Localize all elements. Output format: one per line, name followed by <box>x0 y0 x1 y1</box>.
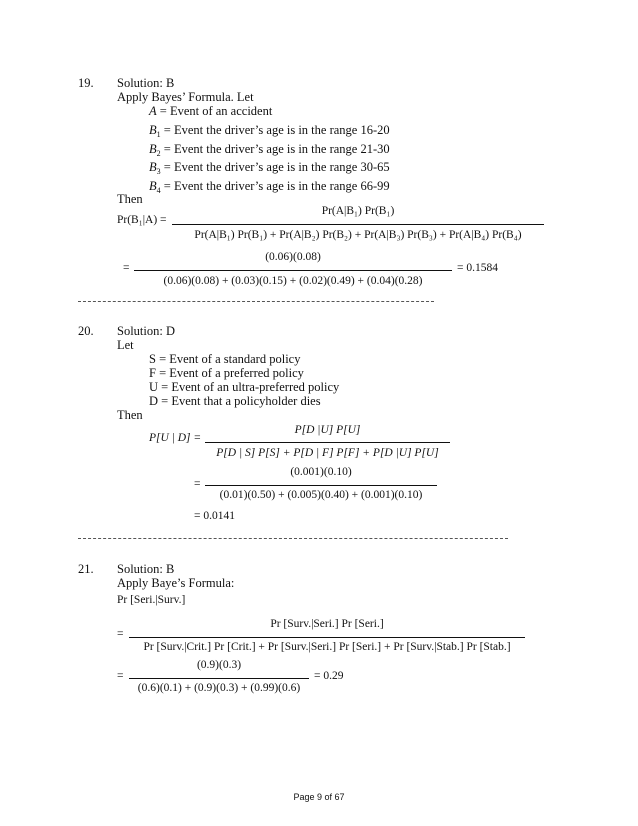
q20-intro: Let <box>117 338 134 352</box>
def-symbol: B <box>149 179 157 193</box>
def-symbol: B <box>149 123 157 137</box>
def-subscript: 4 <box>156 186 161 195</box>
def-subscript: 3 <box>156 167 161 176</box>
q20-number: 20. <box>78 324 94 338</box>
def-text: = Event the driver’s age is in the range 21-30 <box>160 142 390 156</box>
q20-result: = 0.0141 <box>194 510 235 522</box>
q19-def-b1 <box>149 123 390 139</box>
q20-eq2-prefix: = <box>194 478 201 490</box>
q20-solution: Solution: D <box>117 324 175 338</box>
q20-def-s: S = Event of a standard policy <box>149 352 301 366</box>
def-text: = Event the driver’s age is in the range 30-65 <box>160 160 390 174</box>
q19-eq2-bar <box>134 270 452 271</box>
q21-eq2-numerator: (0.9)(0.3) <box>196 659 242 671</box>
q21-fraction-bar <box>129 637 525 638</box>
q19-def-b2 <box>149 142 390 158</box>
q21-eq2-denominator: (0.6)(0.1) + (0.9)(0.3) + (0.99)(0.6) <box>137 682 301 694</box>
q19-eq2-numerator: (0.06)(0.08) <box>265 251 321 263</box>
q19-result: = 0.1584 <box>457 262 498 274</box>
q21-eq1-prefix: = <box>117 628 124 640</box>
q20-eq2-denominator: (0.01)(0.50) + (0.005)(0.40) + (0.001)(0.10) <box>219 489 423 501</box>
page-footer: Page 9 of 67 <box>293 792 345 802</box>
q21-eq2-prefix: = <box>117 670 124 682</box>
q20-numerator: P[D |U] P[U] <box>294 424 361 436</box>
q19-def-b4 <box>149 179 390 195</box>
q19-def-b3 <box>149 160 390 176</box>
q21-lhs: Pr [Seri.|Surv.] <box>117 594 186 606</box>
q20-denominator: P[D | S] P[S] + P[D | F] P[F] + P[D |U] P[U] <box>216 447 439 459</box>
q19-eq2-prefix: = <box>123 262 130 274</box>
q19-eq2-denominator: (0.06)(0.08) + (0.03)(0.15) + (0.02)(0.49) + (0.04)(0.28) <box>163 275 423 287</box>
q20-eq2-bar <box>205 485 437 486</box>
def-text: = Event of an accident <box>156 104 273 118</box>
def-subscript: 2 <box>156 149 161 158</box>
def-subscript: 1 <box>156 130 161 139</box>
def-symbol: B <box>149 160 157 174</box>
def-text: = Event the driver’s age is in the range 66-99 <box>160 179 390 193</box>
q21-intro: Apply Baye’s Formula: <box>117 576 235 590</box>
q21-eq2-bar <box>129 678 309 679</box>
def-symbol: B <box>149 142 157 156</box>
q20-lhs: P[U | D] = <box>149 432 202 444</box>
def-symbol: A <box>149 104 157 118</box>
q20-def-d: D = Event that a policyholder dies <box>149 394 321 408</box>
q19-then: Then <box>117 192 143 206</box>
q19-numerator: Pr(A|B₁) Pr(B₁) <box>321 205 395 217</box>
def-text: = Event the driver’s age is in the range 16-20 <box>160 123 390 137</box>
q20-then: Then <box>117 408 143 422</box>
section-divider <box>78 301 434 302</box>
q20-eq2-numerator: (0.001)(0.10) <box>290 466 352 478</box>
q19-intro: Apply Bayes’ Formula. Let <box>117 90 254 104</box>
q20-fraction-bar <box>205 442 450 443</box>
q21-number: 21. <box>78 562 94 576</box>
q21-numerator: Pr [Surv.|Seri.] Pr [Seri.] <box>270 618 384 630</box>
q19-number: 19. <box>78 76 94 90</box>
q19-denominator: Pr(A|B₁) Pr(B₁) + Pr(A|B₂) Pr(B₂) + Pr(A|B₃) Pr(B₃) + Pr(A|B₄) Pr(B₄) <box>194 229 522 241</box>
section-divider <box>78 538 508 539</box>
q19-fraction-bar <box>172 224 544 225</box>
q21-result: = 0.29 <box>314 670 344 682</box>
q20-def-f: F = Event of a preferred policy <box>149 366 304 380</box>
q20-def-u: U = Event of an ultra-preferred policy <box>149 380 340 394</box>
q19-def-a <box>149 104 272 119</box>
q19-lhs: Pr(B₁|A) = <box>117 214 167 226</box>
q19-solution: Solution: B <box>117 76 175 90</box>
q21-solution: Solution: B <box>117 562 175 576</box>
q21-denominator: Pr [Surv.|Crit.] Pr [Crit.] + Pr [Surv.|Seri.] Pr [Seri.] + Pr [Surv.|Stab.] Pr [Stab.] <box>143 641 511 653</box>
